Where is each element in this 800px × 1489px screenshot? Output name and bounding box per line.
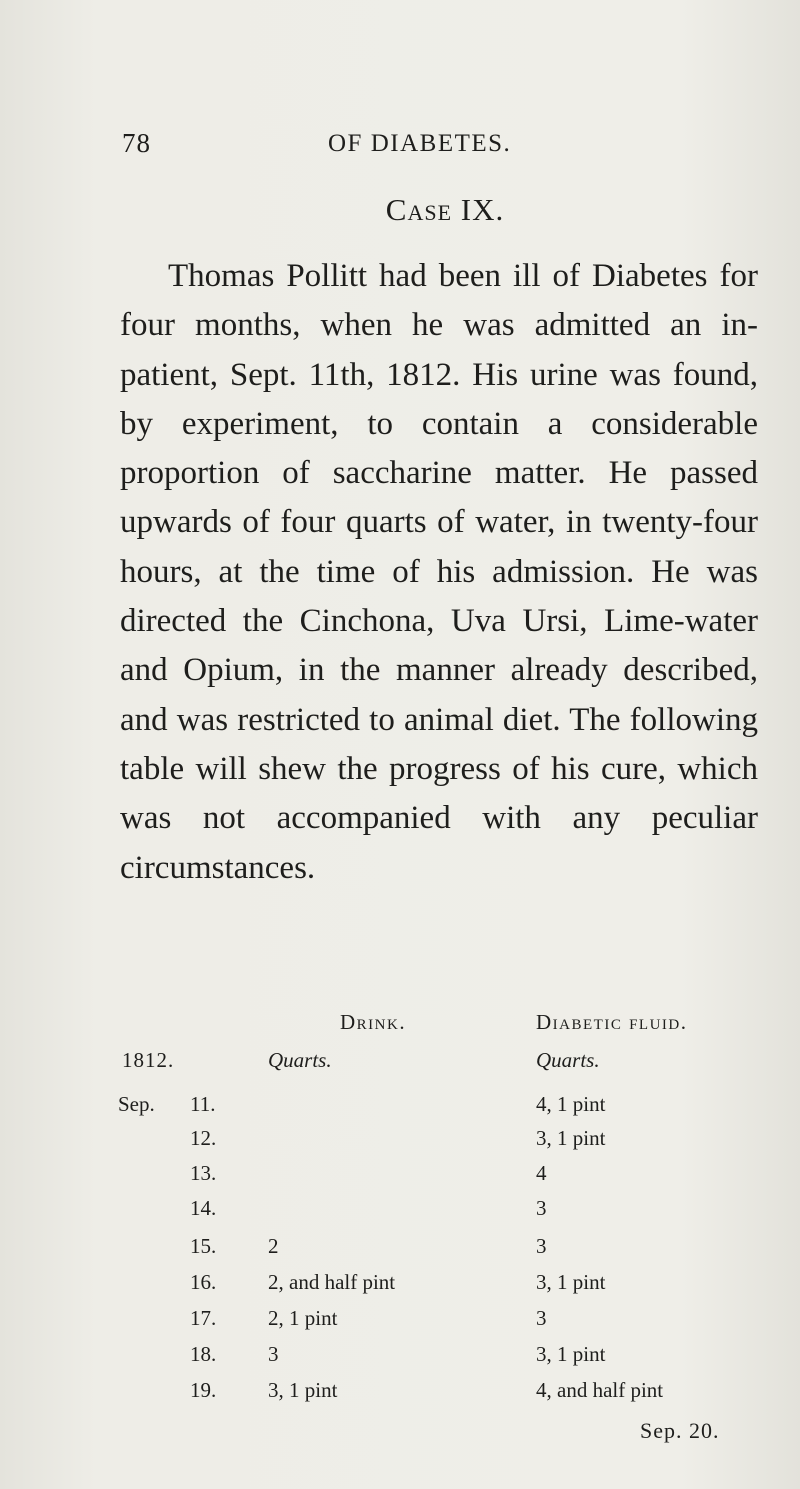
paragraph-text: Thomas Pollitt had been ill of Diabetes for four months, when he was admitted an in-patient, Sept. 11th, 1812. His urine was found, by experiment, to contain a considerable proportion of saccharine matter. He passed upwards of four quarts of water, in twenty-four hours, at the time of his admission. He was directed the Cinchona, Uva Ursi, Lime-water and Opium, in the manner already described, and was restricted to animal diet. The following table will shew the progress of his cure, which was not accompanied with any peculiar circumstances.	[120, 258, 758, 886]
row-fluid: 3	[536, 1306, 547, 1330]
row-day: 12.	[190, 1126, 217, 1150]
row-day: 13.	[190, 1161, 217, 1185]
row-drink: 2, 1 pint	[268, 1306, 338, 1330]
row-day: 15.	[190, 1234, 217, 1258]
row-fluid: 4, and half pint	[536, 1378, 664, 1402]
table-row	[118, 1196, 758, 1230]
catchword: Sep. 20.	[640, 1418, 720, 1443]
row-fluid: 3, 1 pint	[536, 1126, 606, 1150]
table-row	[118, 1306, 758, 1340]
row-day: 17.	[190, 1306, 217, 1330]
column-header-drink: Drink.	[340, 1010, 407, 1034]
row-day: 19.	[190, 1378, 217, 1402]
row-fluid: 4	[536, 1161, 547, 1185]
row-day: 11.	[190, 1092, 216, 1116]
running-head: OF DIABETES.	[328, 130, 512, 157]
table-row	[118, 1234, 758, 1268]
row-drink: 2, and half pint	[268, 1270, 396, 1294]
page-header	[118, 128, 758, 168]
row-day: 16.	[190, 1270, 217, 1294]
progress-table	[118, 1010, 758, 1450]
row-fluid: 3	[536, 1196, 547, 1220]
row-day: 14.	[190, 1196, 217, 1220]
column-header-fluid: Diabetic fluid.	[536, 1010, 688, 1034]
row-day: 18.	[190, 1342, 217, 1366]
year-label: 1812.	[122, 1048, 175, 1072]
row-month: Sep.	[118, 1092, 155, 1116]
case-title: Case IX.	[385, 192, 505, 227]
row-fluid: 3, 1 pint	[536, 1342, 606, 1366]
case-paragraph	[120, 252, 758, 893]
unit-drink: Quarts.	[268, 1048, 332, 1072]
row-fluid: 4, 1 pint	[536, 1092, 606, 1116]
row-drink: 3, 1 pint	[268, 1378, 338, 1402]
unit-fluid: Quarts.	[536, 1048, 600, 1072]
row-drink: 2	[268, 1234, 279, 1258]
row-fluid: 3	[536, 1234, 547, 1258]
table-row	[118, 1126, 758, 1160]
table-row	[118, 1342, 758, 1376]
table-row	[118, 1270, 758, 1304]
page-number: 78	[122, 128, 151, 158]
table-row	[118, 1092, 758, 1126]
table-row	[118, 1378, 758, 1412]
row-drink: 3	[268, 1342, 279, 1366]
row-fluid: 3, 1 pint	[536, 1270, 606, 1294]
table-row	[118, 1161, 758, 1195]
